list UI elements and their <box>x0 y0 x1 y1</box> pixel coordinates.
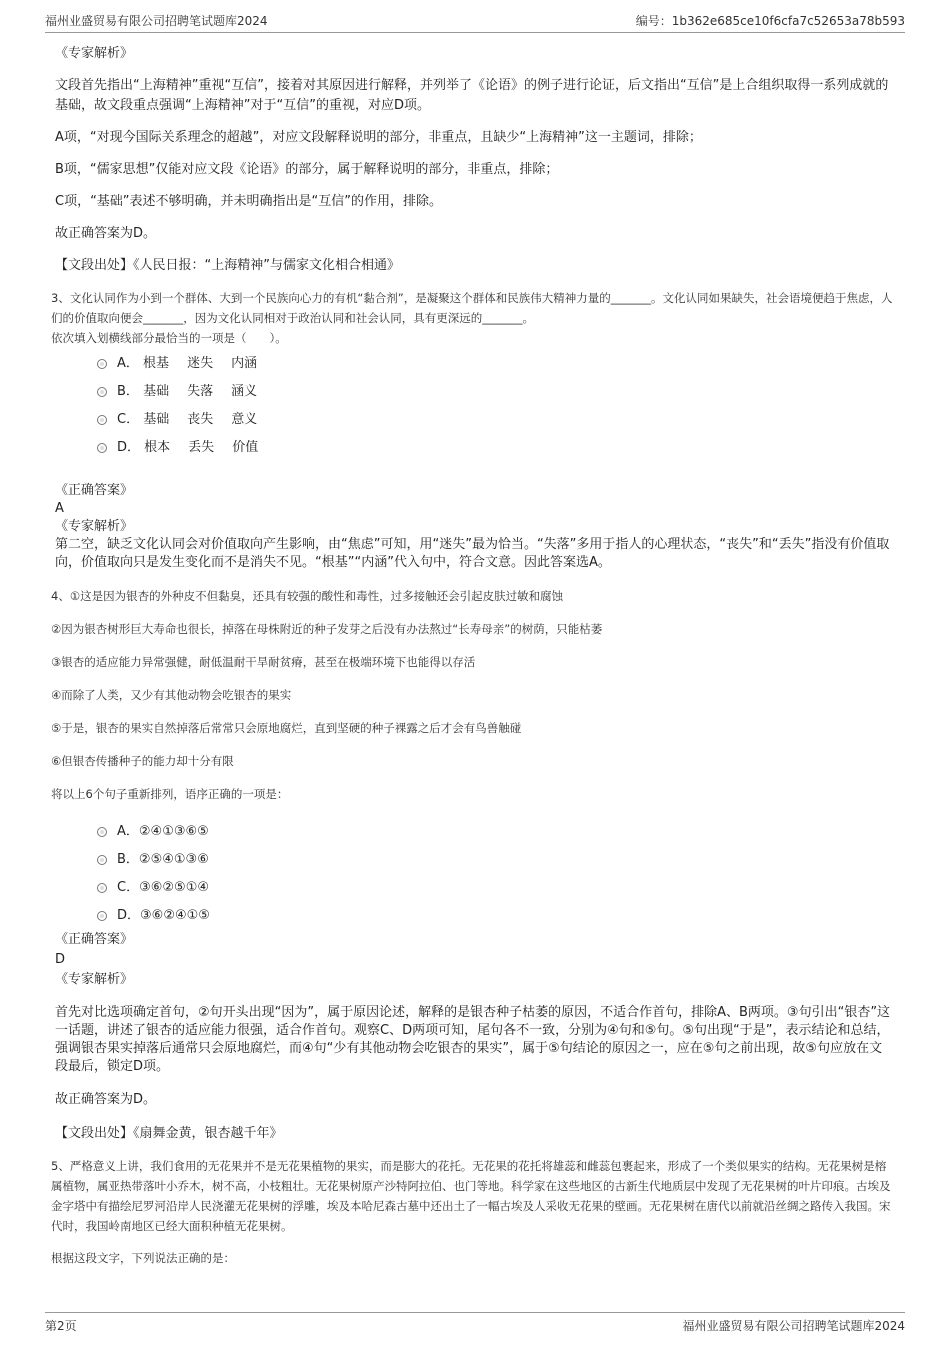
q3-answer-label: 《正确答案》 <box>55 483 134 498</box>
q4-sentence-6: ⑥但银杏传播种子的能力却十分有限 <box>51 754 234 768</box>
radio-button[interactable] <box>97 443 107 453</box>
q2-analysis-label: 《专家解析》 <box>55 46 134 61</box>
q3-option-d[interactable]: D． 根本 丢失 价值 <box>55 434 895 462</box>
radio-button[interactable] <box>97 415 107 425</box>
q2-conclusion: 故正确答案为D。 <box>55 226 157 241</box>
q4-option-b[interactable]: B．②⑤④①③⑥ <box>55 846 895 874</box>
q3-analysis: 第二空，缺乏文化认同会对价值取向产生影响，由“焦虑”可知，用“迷失”最为恰当。“失落”多用于指人的心理状态，“丧失”和“丢失”指没有价值取向，价值取向只是发生变化而不是消失不见。“根基”“内涵”代入句中，符合文意。因此答案选A。 <box>55 537 890 570</box>
q4-sentence-5: ⑤于是，银杏的果实自然掉落后常常只会原地腐烂，直到坚硬的种子裸露之后才会有鸟兽触碰 <box>51 721 522 735</box>
radio-button[interactable] <box>97 855 107 865</box>
q4-analysis: 首先对比选项确定首句，②句开头出现“因为”，属于原因论述，解释的是银杏种子枯萎的原因，不适合作首句，排除A、B两项。③句引出“银杏”这一话题，讲述了银杏的适应能力很强，适合作首句。观察C、D两项可知，尾句各不一致，分别为④句和⑤句。⑤句出现“于是”，表示结论和总结，强调银杏果实掉落后通常只会原地腐烂，而④句“少有其他动物会吃银杏的果实”，属于⑤句结论的原因之一，应在⑤句之前出现，故⑤句应放在文段最后，锁定D项。 <box>55 1005 891 1074</box>
q4-option-a[interactable]: A．②④①③⑥⑤ <box>55 818 895 846</box>
radio-button[interactable] <box>97 911 107 921</box>
q4-option-d[interactable]: D．③⑥②④①⑤ <box>55 902 895 930</box>
q4-options <box>55 818 895 930</box>
page-content <box>51 44 895 1268</box>
radio-button[interactable] <box>97 387 107 397</box>
q2-analysis-a: A项，“对现今国际关系理念的超越”，对应文段解释说明的部分，非重点，且缺少“上海精神”这一主题词，排除； <box>55 130 702 145</box>
radio-button[interactable] <box>97 827 107 837</box>
q3-instruction: 依次填入划横线部分最恰当的一项是（ ）。 <box>51 331 287 345</box>
q4-stem: 将以上6个句子重新排列，语序正确的一项是： <box>51 787 289 801</box>
footer-title: 福州业盛贸易有限公司招聘笔试题库2024 <box>682 1319 905 1333</box>
page-header <box>45 12 905 33</box>
q4-sentence-4: ④而除了人类，又少有其他动物会吃银杏的果实 <box>51 688 292 702</box>
q4-conclusion: 故正确答案为D。 <box>55 1092 157 1107</box>
radio-button[interactable] <box>97 883 107 893</box>
q3-option-c[interactable]: C． 基础 丧失 意义 <box>55 406 895 434</box>
q3-analysis-label: 《专家解析》 <box>55 519 134 534</box>
header-doc-id: 编号：1b362e685ce10f6cfa7c52653a78b593 <box>635 14 905 28</box>
q2-analysis-b: B项，“儒家思想”仅能对应文段《论语》的部分，属于解释说明的部分，非重点，排除； <box>55 162 559 177</box>
radio-button[interactable] <box>97 359 107 369</box>
q2-source: 【文段出处】《人民日报：“上海精神”与儒家文化相合相通》 <box>55 258 400 273</box>
q4-sentence-3: ③银杏的适应能力异常强健，耐低温耐干旱耐贫瘠，甚至在极端环境下也能得以存活 <box>51 655 476 669</box>
q4-analysis-label: 《专家解析》 <box>55 972 134 987</box>
q2-analysis-p1: 文段首先指出“上海精神”重视“互信”，接着对其原因进行解释，并列举了《论语》的例子进行论证，后文指出“互信”是上合组织取得一系列成就的基础，故文段重点强调“上海精神”对于“互信”的重视，对应D项。 <box>55 78 889 113</box>
q4-answer: D <box>55 952 66 967</box>
q5-question: 根据这段文字，下列说法正确的是： <box>51 1251 235 1265</box>
q2-analysis-c: C项，“基础”表述不够明确，并未明确指出是“互信”的作用，排除。 <box>55 194 443 209</box>
page-footer <box>45 1312 905 1333</box>
header-title: 福州业盛贸易有限公司招聘笔试题库2024 <box>45 14 268 28</box>
q4-answer-label: 《正确答案》 <box>55 932 134 947</box>
q3-options <box>55 350 895 462</box>
q5-stem: 5、严格意义上讲，我们食用的无花果并不是无花果植物的果实，而是膨大的花托。无花果的花托将雄蕊和雌蕊包裹起来，形成了一个类似果实的结构。无花果树是榕属植物，属亚热带落叶小乔木，树不高，小枝粗壮。无花果树原产沙特阿拉伯、也门等地。科学家在这些地区的古新生代地质层中发现了无花果树的叶片印痕。古埃及金字塔中有描绘尼罗河沿岸人民浇灌无花果树的浮雕，埃及本哈尼森古墓中还出土了一幅古埃及人采收无花果的壁画。无花果树在唐代以前就沿丝绸之路传入我国。宋代时，我国岭南地区已经大面积种植无花果树。 <box>51 1159 891 1233</box>
q3-answer: A <box>55 501 64 516</box>
q3-option-a[interactable]: A． 根基 迷失 内涵 <box>55 350 895 378</box>
q3-stem: 3、文化认同作为小到一个群体、大到一个民族向心力的有机“黏合剂”，是凝聚这个群体和民族伟大精神力量的_______。文化认同如果缺失，社会语境便趋于焦虑，人们的价值取向便会_______，因为文化认同相对于政治认同和社会认同，具有更深远的_______。 <box>51 291 893 325</box>
q4-source: 【文段出处】《扇舞金黄，银杏越千年》 <box>55 1126 283 1141</box>
q4-sentence-1: 4、①这是因为银杏的外种皮不但黏臭，还具有较强的酸性和毒性，过多接触还会引起皮肤过敏和腐蚀 <box>51 589 564 603</box>
q3-option-b[interactable]: B． 基础 失落 涵义 <box>55 378 895 406</box>
q4-option-c[interactable]: C．③⑥②⑤①④ <box>55 874 895 902</box>
q4-sentence-2: ②因为银杏树形巨大寿命也很长，掉落在母株附近的种子发芽之后没有办法熬过“长寿母亲”的树荫，只能枯萎 <box>51 622 603 636</box>
page-number: 第2页 <box>45 1319 77 1333</box>
